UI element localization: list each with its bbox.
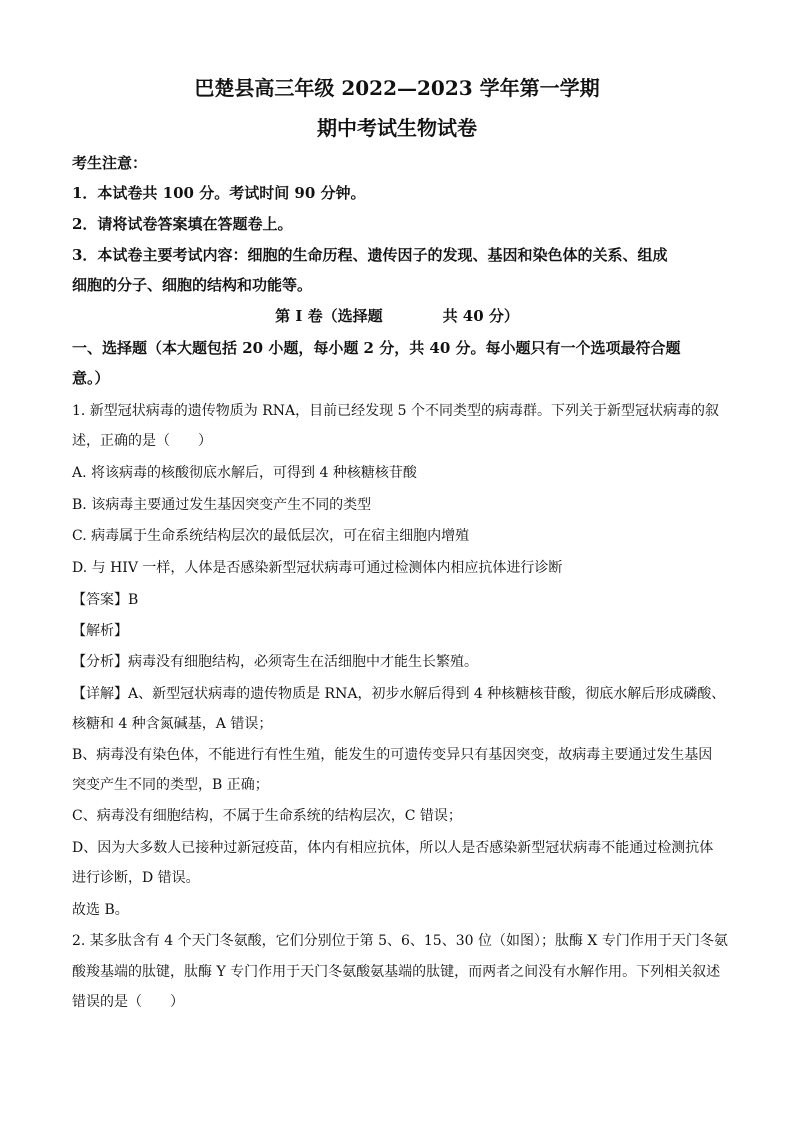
- question-1-detail-b: B、病毒没有染色体，不能进行有性生殖，能发生的可遗传变异只有基因突变，故病毒主要通过发生基因: [72, 747, 713, 763]
- notice-item-2: 2．请将试卷答案填在答题卷上。: [72, 215, 293, 233]
- question-2-stem-cont-2: 错误的是（ ）: [72, 994, 184, 1010]
- question-1-option-b: B. 该病毒主要通过发生基因突变产生不同的类型: [72, 497, 372, 513]
- notice-item-3-cont: 细胞的分子、细胞的结构和功能等。: [72, 276, 313, 294]
- question-1-option-c: C. 病毒属于生命系统结构层次的最低层次，可在宿主细胞内增殖: [72, 528, 470, 544]
- question-1-option-d: D. 与 HIV 一样，人体是否感染新型冠状病毒可通过检测体内相应抗体进行诊断: [72, 560, 563, 576]
- question-1-fenxi: 【分析】病毒没有细胞结构，必须寄生在活细胞中才能生长繁殖。: [72, 654, 478, 670]
- question-2-stem-cont-1: 酸羧基端的肽键，肽酶 Y 专门作用于天门冬氨酸氨基端的肽键，而两者之间没有水解作用。下列相关叙述: [72, 964, 721, 980]
- question-2-stem: 2. 某多肽含有 4 个天门冬氨酸，它们分别位于第 5、6、15、30 位（如图）；肽酶 X 专门作用于天门冬氨: [72, 933, 728, 949]
- exam-title: 巴楚县高三年级 2022—2023 学年第一学期: [194, 76, 600, 100]
- question-1-analysis-heading: 【解析】: [72, 623, 128, 639]
- notice-heading: 考生注意：: [72, 154, 148, 172]
- exam-subtitle: 期中考试生物试卷: [317, 116, 477, 140]
- question-1-answer: 【答案】B: [72, 592, 139, 608]
- question-1-conclusion: 故选 B。: [72, 902, 129, 918]
- question-1-detail-d: D、因为大多数人已接种过新冠疫苗，体内有相应抗体，所以人是否感染新型冠状病毒不能通过检测抗体: [72, 840, 714, 856]
- question-1-detail-d-cont: 进行诊断，D 错误。: [72, 870, 200, 886]
- section-instruction: 一、选择题（本大题包括 20 小题，每小题 2 分，共 40 分。每小题只有一个选项最符合题: [72, 339, 681, 357]
- question-1-option-a: A. 将该病毒的核酸彻底水解后，可得到 4 种核糖核苷酸: [72, 465, 417, 481]
- section-instruction-cont: 意。）: [72, 369, 110, 387]
- question-1-stem: 1. 新型冠状病毒的遗传物质为 RNA，目前已经发现 5 个不同类型的病毒群。下列关于新型冠状病毒的叙: [72, 403, 719, 419]
- question-1-detail-c: C、病毒没有细胞结构，不属于生命系统的结构层次，C 错误；: [72, 808, 462, 824]
- question-1-detail-a-cont: 核糖和 4 种含氮碱基，A 错误；: [72, 716, 273, 732]
- part-title: 第 I 卷（选择题 共 40 分）: [275, 307, 519, 325]
- question-1-detail-b-cont: 突变产生不同的类型，B 正确；: [72, 777, 269, 793]
- notice-item-1: 1．本试卷共 100 分。考试时间 90 分钟。: [72, 184, 366, 202]
- notice-item-3: 3．本试卷主要考试内容：细胞的生命历程、遗传因子的发现、基因和染色体的关系、组成: [72, 246, 668, 264]
- question-1-stem-cont: 述，正确的是（ ）: [72, 433, 212, 449]
- question-1-detail-a: 【详解】A、新型冠状病毒的遗传物质是 RNA，初步水解后得到 4 种核糖核苷酸，彻底水解后形成磷酸、: [72, 686, 726, 702]
